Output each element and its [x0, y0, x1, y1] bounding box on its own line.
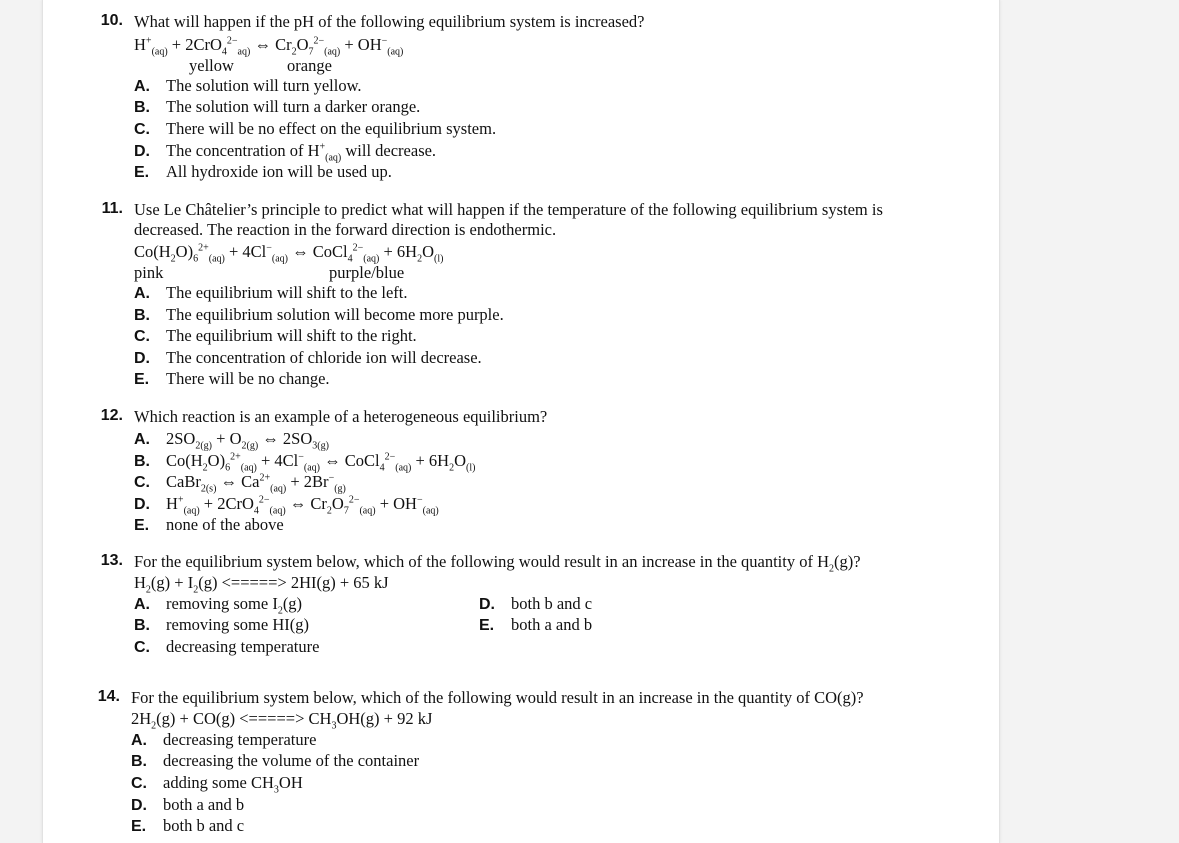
- answer-option: [131, 816, 244, 837]
- option-letter: E.: [134, 164, 150, 181]
- question-stem: For the equilibrium system below, which of the following would result in an increase in the quantity of $H_2(g)$?: [134, 552, 861, 575]
- option-letter: D.: [134, 350, 150, 367]
- question-number: 11.: [101, 200, 123, 217]
- option-text: The solution will turn a darker orange.: [166, 97, 421, 116]
- option-letter: D.: [479, 596, 495, 613]
- answer-option: [131, 773, 303, 794]
- option-text: All hydroxide ion will be used up.: [166, 162, 392, 181]
- option-text: CaBr$_{2(s)}$ ⇔ $Ca^{2+}_{(aq)} + 2Br^-_{(g)}$: [166, 472, 346, 495]
- option-text: The equilibrium will shift to the right.: [166, 326, 417, 345]
- answer-option: [131, 795, 244, 816]
- answer-option: [479, 615, 592, 636]
- option-text: The equilibrium will shift to the left.: [166, 283, 408, 302]
- question-stem: Which reaction is an example of a heterogeneous equilibrium?: [134, 407, 548, 426]
- answer-option: [134, 326, 417, 347]
- document-page: [42, 0, 1000, 843]
- question-stem: For the equilibrium system below, which of the following would result in an increase in the quantity of CO(g)?: [131, 688, 864, 707]
- question-number: 10.: [100, 12, 123, 29]
- option-letter: A.: [134, 596, 150, 613]
- option-letter: C.: [134, 639, 150, 656]
- answer-option: [134, 76, 362, 97]
- option-letter: B.: [134, 453, 150, 470]
- question-stem-line-1: Use Le Châtelier’s principle to predict what will happen if the temperature of the following equilibrium system is: [134, 200, 883, 219]
- answer-option: [134, 348, 482, 369]
- answer-option: [134, 472, 346, 493]
- option-letter: E.: [479, 617, 495, 634]
- answer-option: [134, 637, 319, 658]
- option-text: removing some $I_2(g)$: [166, 594, 303, 617]
- option-text: $2SO_{2(g)} + O_{2(g)}$ ⇔ $2SO_{3(g)}$: [166, 429, 329, 452]
- option-text: $Co(H_2O)_6^{2+}_{(aq)} + 4Cl^-_{(aq)}$ ⇔ CoCl$_4^{2-}_{(aq)}$ + $6H_2O_{(l)}$: [166, 451, 476, 474]
- option-text: The concentration of $H^+_{(aq)}$ will decrease.: [166, 141, 437, 164]
- option-letter: C.: [134, 474, 150, 491]
- option-letter: B.: [134, 307, 150, 324]
- option-text: decreasing temperature: [166, 637, 320, 656]
- option-letter: C.: [134, 121, 150, 138]
- color-label-reactant: yellow: [189, 56, 234, 75]
- option-text: $H^+_{(aq)} + 2CrO_4^{2-}_{(aq)}$ ⇔ $Cr_2O_7^{2-}_{(aq)} + OH^-_{(aq)}$: [166, 494, 439, 517]
- option-letter: B.: [134, 99, 150, 116]
- question-number: 12.: [100, 407, 123, 424]
- option-text: There will be no effect on the equilibrium system.: [166, 119, 497, 138]
- option-letter: A.: [131, 732, 147, 749]
- answer-option: [134, 369, 330, 390]
- option-text: adding some $CH_3OH$: [163, 773, 303, 796]
- option-letter: D.: [131, 797, 147, 814]
- answer-option: [134, 119, 496, 140]
- option-text: both a and b: [511, 615, 593, 634]
- color-label-reactant: pink: [134, 263, 164, 282]
- answer-option: [134, 615, 309, 636]
- answer-option: [134, 594, 302, 615]
- question-stem: What will happen if the pH of the following equilibrium system is increased?: [134, 12, 645, 31]
- color-label-product: orange: [287, 56, 332, 75]
- equation: $H^+_{(aq)} + 2CrO_4^{2-}_{aq)}$ ⇔ $Cr_2O_7^{2-}_{(aq)} + OH^-_{(aq)}$: [134, 35, 404, 58]
- answer-option: [134, 494, 439, 515]
- answer-option: [131, 751, 419, 772]
- question-number: 13.: [100, 552, 123, 569]
- option-text: both b and c: [163, 816, 245, 835]
- option-text: There will be no change.: [166, 369, 330, 388]
- option-letter: A.: [134, 285, 150, 302]
- option-letter: A.: [134, 431, 150, 448]
- option-text: none of the above: [166, 515, 284, 534]
- option-text: decreasing the volume of the container: [163, 751, 420, 770]
- answer-option: [131, 730, 316, 751]
- option-letter: E.: [134, 371, 150, 388]
- option-text: decreasing temperature: [163, 730, 317, 749]
- option-text: The solution will turn yellow.: [166, 76, 362, 95]
- equation: $2H_2(g) + CO(g)$ <=====> $CH_3OH(g) + 92$ kJ: [131, 709, 433, 732]
- answer-option: [134, 451, 475, 472]
- answer-option: [479, 594, 592, 615]
- option-letter: D.: [134, 496, 150, 513]
- answer-option: [134, 97, 420, 118]
- option-text: The concentration of chloride ion will decrease.: [166, 348, 482, 367]
- answer-option: [134, 283, 408, 304]
- equation: $Co(H_2O)_6^{2+}_{(aq)} + 4Cl^-_{(aq)}$ ⇔ CoCl$_4^{2-}_{(aq)}$ + $6H_2O_{(l)}$: [134, 242, 444, 265]
- option-letter: B.: [134, 617, 150, 634]
- option-letter: C.: [131, 775, 147, 792]
- answer-option: [134, 429, 329, 450]
- option-letter: A.: [134, 78, 150, 95]
- question-number: 14.: [97, 688, 120, 705]
- question-stem-line-2: decreased. The reaction in the forward direction is endothermic.: [134, 220, 557, 239]
- answer-option: [134, 515, 284, 536]
- answer-option: [134, 305, 504, 326]
- option-text: removing some HI(g): [166, 615, 309, 634]
- option-text: both a and b: [163, 795, 245, 814]
- option-text: The equilibrium solution will become more purple.: [166, 305, 504, 324]
- color-label-product: purple/blue: [329, 263, 405, 282]
- option-letter: E.: [134, 517, 150, 534]
- option-text: both b and c: [511, 594, 593, 613]
- option-letter: E.: [131, 818, 147, 835]
- option-letter: B.: [131, 753, 147, 770]
- option-letter: D.: [134, 143, 150, 160]
- option-letter: C.: [134, 328, 150, 345]
- answer-option: [134, 162, 392, 183]
- equation: $H_2(g) + I_2(g)$ <=====> 2HI(g) + 65 kJ: [134, 573, 389, 596]
- answer-option: [134, 141, 436, 162]
